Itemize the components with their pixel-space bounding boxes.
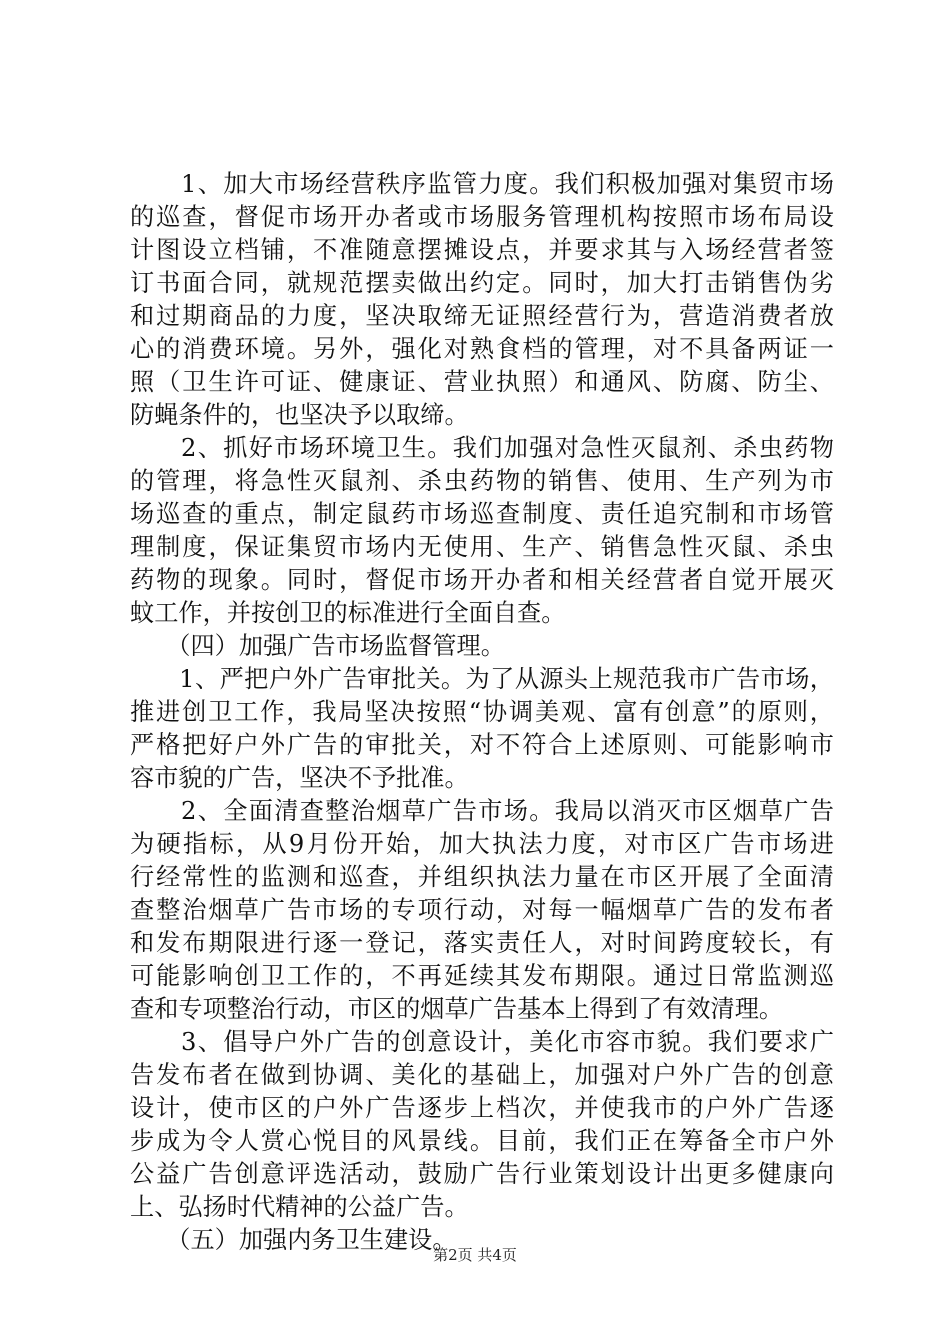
text-line: 1、加大市场经营秩序监管力度。我们积极加强对集贸市场 [130,170,834,198]
text-line: 为硬指标，从9月份开始，加大执法力度，对市区广告市场进 [130,830,834,858]
text-line: 蚊工作，并按创卫的标准进行全面自查。 [130,599,566,627]
text-line: 的巡查，督促市场开办者或市场服务管理机构按照市场布局设 [130,203,834,231]
text-line: 2、抓好市场环境卫生。我们加强对急性灭鼠剂、杀虫药物 [130,434,834,462]
text-line: 照（卫生许可证、健康证、营业执照）和通风、防腐、防尘、 [130,368,834,396]
text-line: 订书面合同，就规范摆卖做出约定。同时，加大打击销售伪劣 [130,269,834,297]
text-line: 心的消费环境。另外，强化对熟食档的管理，对不具备两证一 [130,335,834,363]
text-line: 2、全面清查整治烟草广告市场。我局以消灭市区烟草广告 [130,797,834,825]
text-line: 防蝇条件的，也坚决予以取缔。 [130,401,469,429]
text-line: 理制度，保证集贸市场内无使用、生产、销售急性灭鼠、杀虫 [130,533,834,561]
section-heading: （五）加强内务卫生建设。 [130,1226,457,1254]
text-line: 3、倡导户外广告的创意设计，美化市容市貌。我们要求广 [130,1028,834,1056]
text-line: 严格把好户外广告的审批关，对不符合上述原则、可能影响市 [130,731,834,759]
text-line: 和发布期限进行逐一登记，落实责任人，对时间跨度较长，有 [130,929,834,957]
text-line: 的管理，将急性灭鼠剂、杀虫药物的销售、使用、生产列为市 [130,467,834,495]
text-line: 可能影响创卫工作的，不再延续其发布期限。通过日常监测巡 [130,962,834,990]
text-line: 公益广告创意评选活动，鼓励广告行业策划设计出更多健康向 [130,1160,834,1188]
text-line: 场巡查的重点，制定鼠药市场巡查制度、责任追究制和市场管 [130,500,834,528]
text-line: 容市貌的广告，坚决不予批准。 [130,764,469,792]
text-line: 告发布者在做到协调、美化的基础上，加强对户外广告的创意 [130,1061,834,1089]
text-line: 设计，使市区的户外广告逐步上档次，并使我市的户外广告逐 [130,1094,834,1122]
text-line: 推进创卫工作，我局坚决按照“协调美观、富有创意”的原则， [130,698,834,726]
text-line: 药物的现象。同时，督促市场开办者和相关经营者自觉开展灭 [130,566,834,594]
body-text [130,168,834,1257]
text-line: 行经常性的监测和巡查，并组织执法力量在市区开展了全面清 [130,863,834,891]
text-line: 上、弘扬时代精神的公益广告。 [130,1193,469,1221]
text-line: 查整治烟草广告市场的专项行动，对每一幅烟草广告的发布者 [130,896,834,924]
text-line: 和过期商品的力度，坚决取缔无证照经营行为，营造消费者放 [130,302,834,330]
text-line: 计图设立档铺，不准随意摆摊设点，并要求其与入场经营者签 [130,236,834,264]
text-line: 查和专项整治行动，市区的烟草广告基本上得到了有效清理。 [130,995,784,1023]
page-footer: 第2页 共4页 [433,1246,517,1264]
text-line: 步成为令人赏心悦目的风景线。目前，我们正在筹备全市户外 [130,1127,834,1155]
text-line: 1、严把户外广告审批关。为了从源头上规范我市广告市场， [130,665,834,693]
section-heading: （四）加强广告市场监督管理。 [130,632,505,660]
